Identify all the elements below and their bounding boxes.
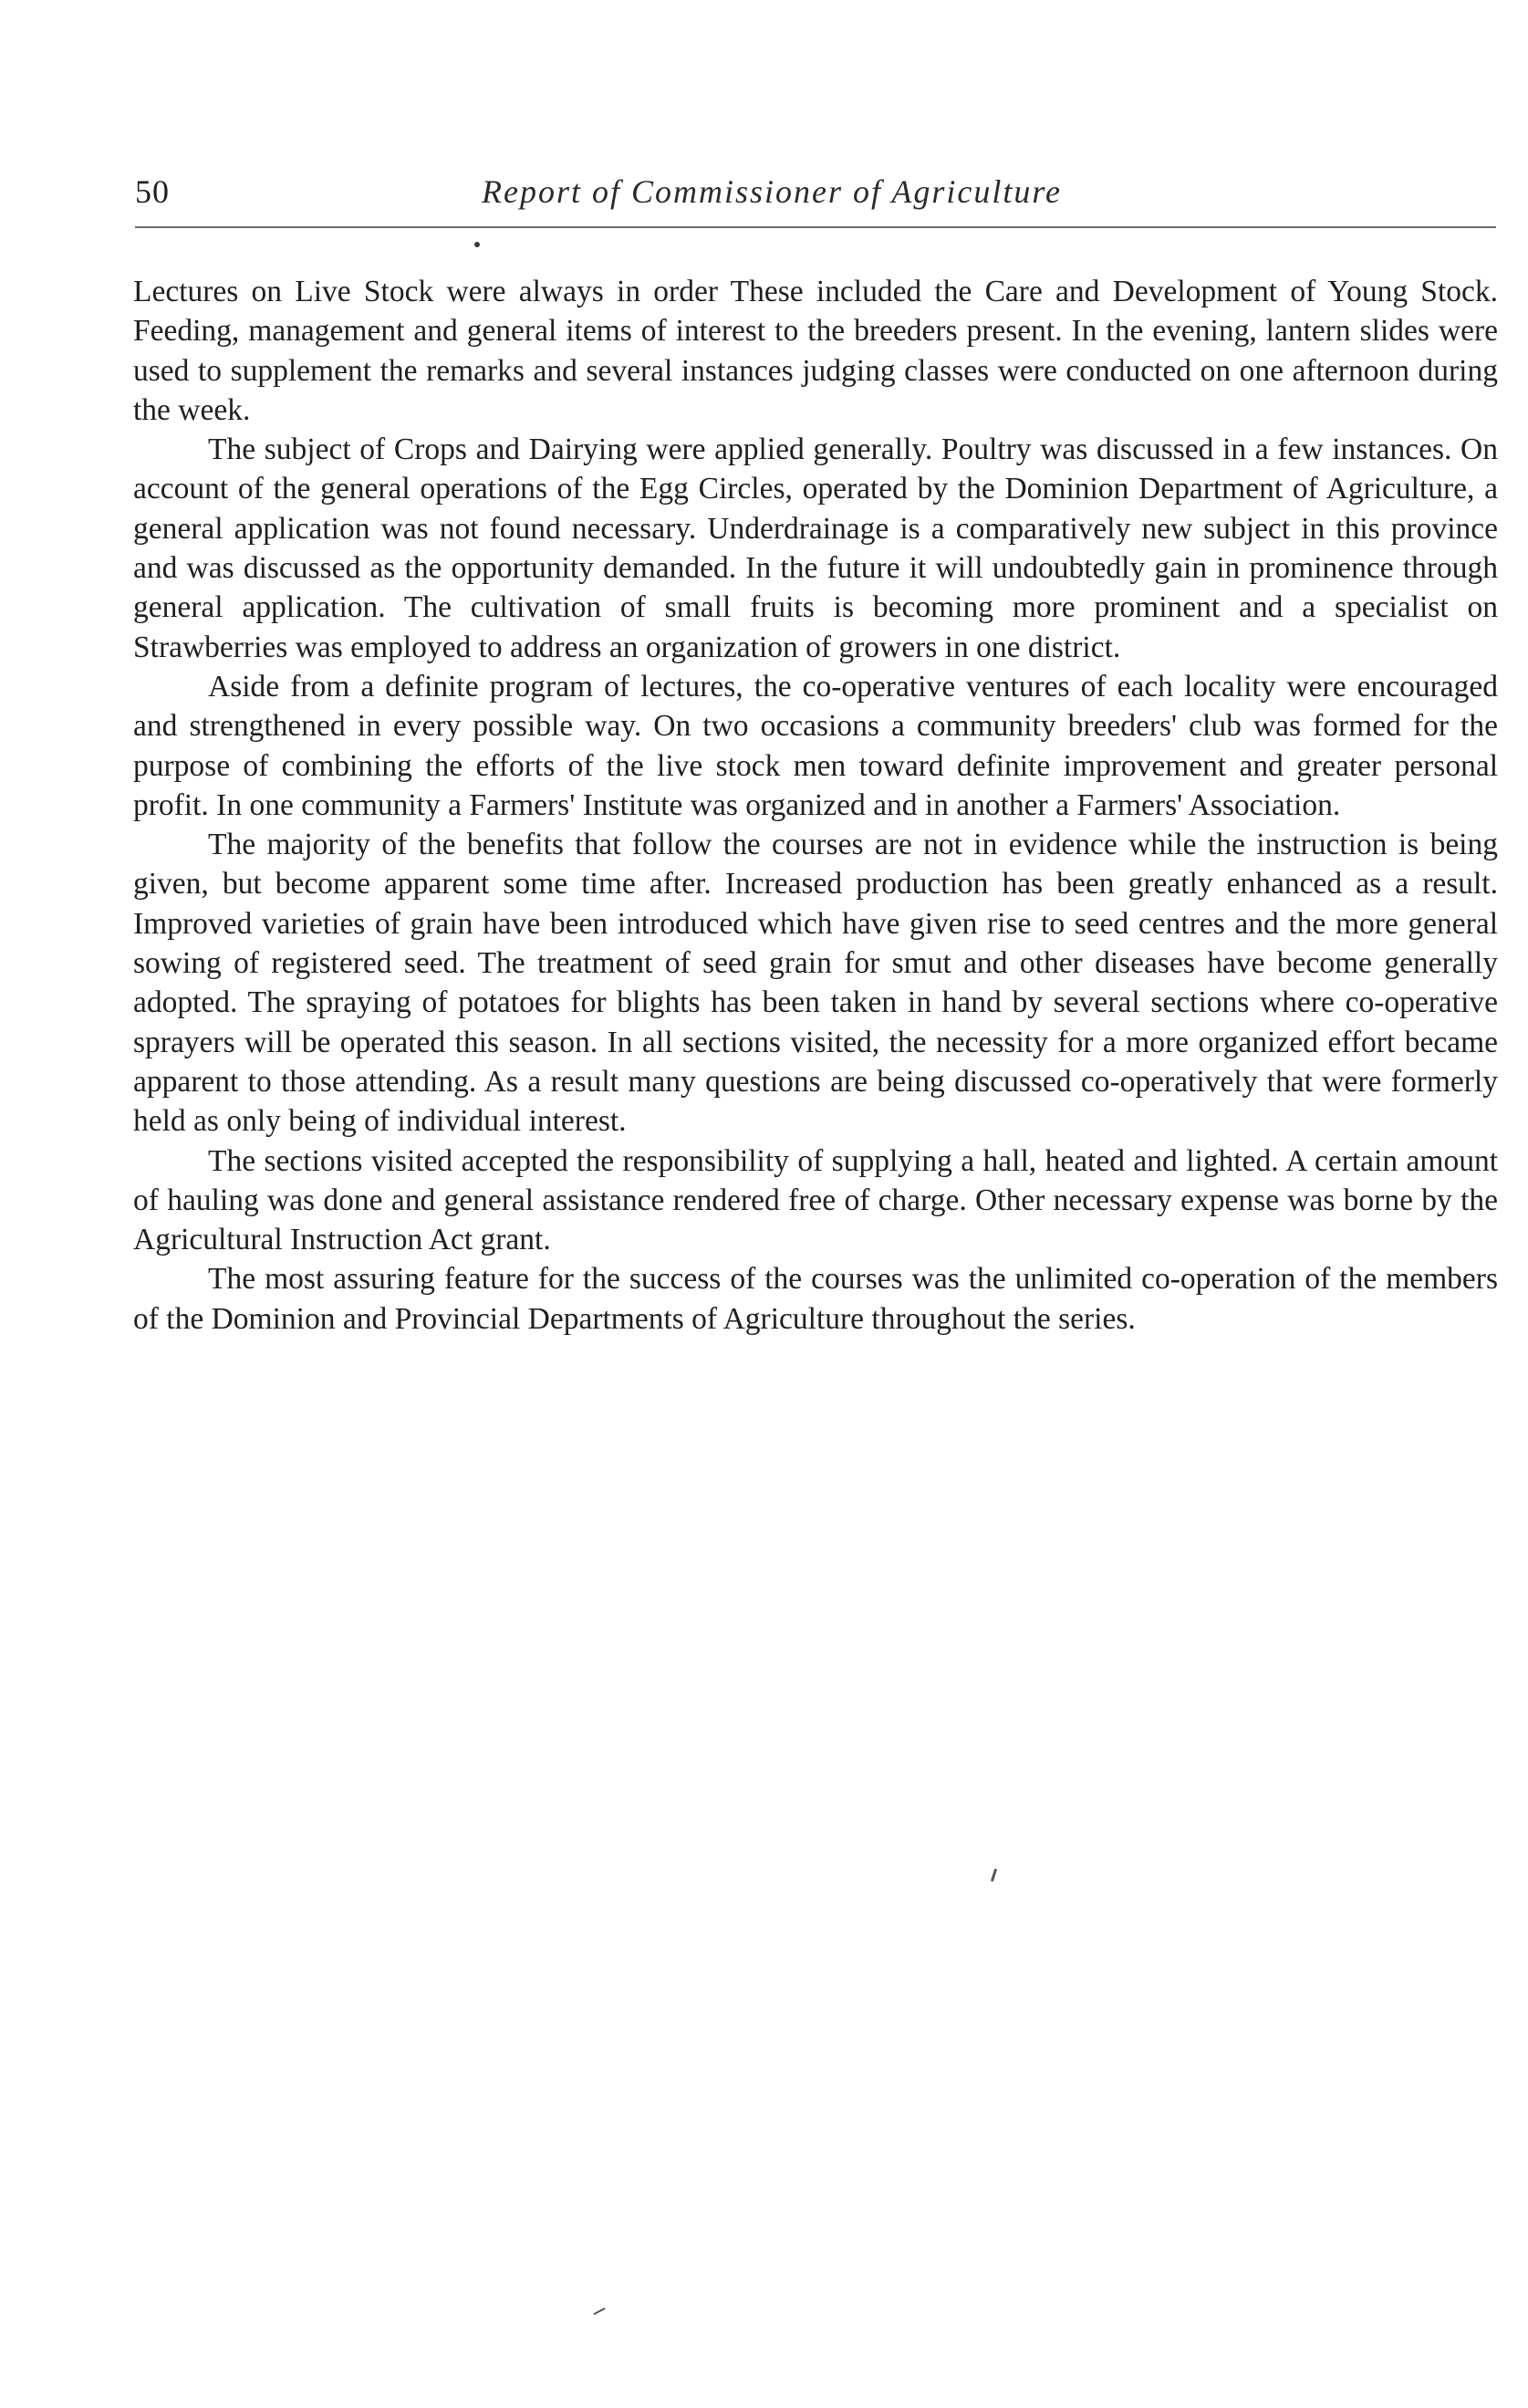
ink-mark [593,2308,605,2315]
paragraph-live-stock: Lectures on Live Stock were always in order These included the Care and Development of Young Stock. Feeding, management and general items of interest to the breeders present. In the evening, lantern slides were used to supplement the remarks and several instances judging classes were conducted on one afternoon during the week. [133,275,1498,427]
paragraph-sections-visited: The sections visited accepted the responsibility of supplying a hall, heated and lighted. A certain amount of hauling was done and general assistance rendered free of charge. Other necessary expense was borne by the Agricultural Instruction Act grant. [133,1143,1498,1257]
ink-speck [474,242,480,247]
header-rule [135,226,1496,228]
page-header [135,169,1499,224]
page-number: 50 [135,173,170,210]
running-head: Report of Commissioner of Agriculture [482,173,1062,210]
paragraph-crops-dairying: The subject of Crops and Dairying were applied generally. Poultry was discussed in a few instances. On account of the general operations of the Egg Circles, operated by the Dominion Department of Agriculture, a general application was not found necessary. Underdrainage is a comparatively new subject in this province and was discussed as the opportunity demanded. In the future it will undoubtedly gain in prominence through general application. The cultivation of small fruits is becoming more prominent and a specialist on Strawberries was employed to address an organization of growers in one district. [133,433,1498,664]
body-text [133,272,1498,1339]
paragraph-assuring-feature: The most assuring feature for the success of the courses was the unlimited co-operation of the members of the Dominion and Provincial Departments of Agriculture throughout the series. [133,1262,1498,1336]
paragraph-benefits: The majority of the benefits that follow the courses are not in evidence while the instruction is being given, but become apparent some time after. Increased production has been greatly enhanced as a result. Improved varieties of grain have been introduced which have given rise to seed centres and the more general sowing of registered seed. The treatment of seed grain for smut and other diseases have become generally adopted. The spraying of potatoes for blights has been taken in hand by several sections where co-operative sprayers will be operated this season. In all sections visited, the necessity for a more organized effort became apparent to those attending. As a result many questions are being discussed co-operatively that were formerly held as only being of individual interest. [133,828,1498,1139]
paragraph-co-operative-ventures: Aside from a definite program of lectures, the co-operative ventures of each locality were encouraged and strengthened in every possible way. On two occasions a community breeders' club was formed for the purpose of combining the efforts of the live stock men toward definite improvement and greater personal profit. In one community a Farmers' Institute was organized and in another a Farmers' Association. [133,669,1498,822]
ink-mark [991,1869,997,1882]
